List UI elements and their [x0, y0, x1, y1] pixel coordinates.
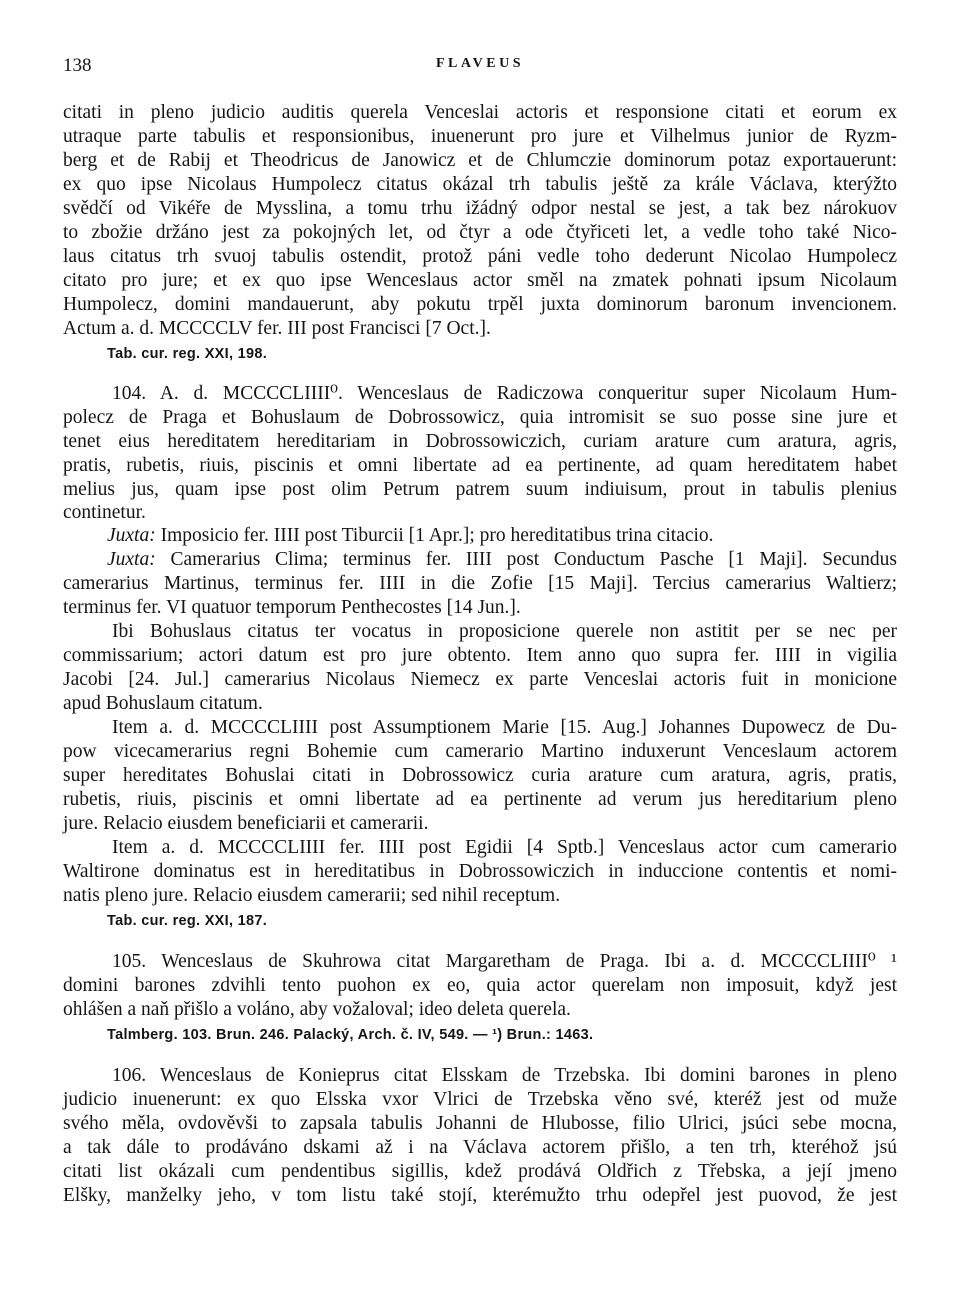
text-line: continetur.: [63, 502, 146, 523]
source-reference: Tab. cur. reg. XXI, 187.: [107, 913, 268, 929]
text-line: berg et de Rabij et Theodricus de Janowicz et de Chlumczie dominorum potaz exportauerunt:: [63, 150, 897, 171]
text-line: super hereditates Bohuslai citati in Dobrossowicz curia arature cum aratura, agris, pratis,: [63, 765, 897, 786]
juxta-text: Imposicio fer. IIII post Tiburcii [1 Apr.]; pro hereditatibus trina citacio.: [155, 525, 714, 546]
text-line: polecz de Praga et Bohuslaum de Dobrossowicz, quia intromisit se suo posse sine jure et: [63, 407, 897, 428]
text-line: tenet eius hereditatem hereditariam in Dobrossowiczich, curiam arature cum aratura, agris,: [63, 431, 897, 452]
page-number: 138: [63, 55, 92, 76]
text-line: melius jus, quam ipse post olim Petrum patrem suum indiuisum, prout in tabulis plenius: [63, 479, 897, 500]
text-line: domini barones zdvihli tento puohon ex eo, quia actor querelam non imposuit, když jest: [63, 975, 897, 996]
text-line: to zbožie držáno jest za pokojných let, od čtyr a ode čtyřiceti let, a vedle toho také Nico-: [63, 222, 897, 243]
text-line: pratis, rubetis, riuis, piscinis et omni libertate ad ea pertinente, ad quam hereditatem habet: [63, 455, 897, 476]
text-line: Actum a. d. MCCCCLV fer. III post Francisci [7 Oct.].: [63, 318, 491, 339]
text-line: pow vicecamerarius regni Bohemie cum camerario Martino induxerunt Venceslaum actorem: [63, 741, 897, 762]
text-line: utraque parte tabulis et responsionibus, inuenerunt pro jure et Vilhelmus junior de Ryzm-: [63, 126, 897, 147]
source-reference: Talmberg. 103. Brun. 246. Palacký, Arch. č. IV, 549. — ¹) Brun.: 1463.: [107, 1027, 594, 1043]
text-line: Item a. d. MCCCCLIIII post Assumptionem Marie [15. Aug.] Johannes Dupowecz de Du-: [112, 717, 897, 738]
text-line: Jacobi [24. Jul.] camerarius Nicolaus Niemecz ex parte Venceslai actoris fuit in monicione: [63, 669, 897, 690]
text-line: rubetis, riuis, piscinis et omni libertate ad ea pertinente ad verum jus hereditarium pleno: [63, 789, 897, 810]
juxta-line: [107, 524, 897, 548]
text-line: Humpolecz, domini mandauerunt, aby pokutu trpěl juxta dominorum baronum invencionem.: [63, 294, 897, 315]
text-line: citato pro jure; et ex quo ipse Wenceslaus actor směl na zmatek pohnati ipsum Nicolaum: [63, 270, 897, 291]
text-line: Elšky, manželky jeho, v tom listu také stojí, kterémužto trhu odepřel jest puovod, že jest: [63, 1185, 897, 1206]
text-line: Ibi Bohuslaus citatus ter vocatus in proposicione querele non astitit per se nec per: [112, 621, 897, 642]
text-line: laus citatus trh svuoj tabulis ostendit, protož páni vedle toho dederunt Nicolao Humpolecz: [63, 246, 897, 267]
text-line: svědčí od Vikéře de Mysslina, a tomu trhu ižádný odpor nestal se jest, a tak bez nárokuov: [63, 198, 897, 219]
text-line: 106. Wenceslaus de Konieprus citat Elsskam de Trzebska. Ibi domini barones in pleno: [112, 1065, 897, 1086]
text-line: ex quo ipse Nicolaus Humpolecz citatus okázal trh tabulis ještě za krále Václava, kterýžto: [63, 174, 897, 195]
text-line: commissarium; actori datum est pro jure obtento. Item anno quo supra fer. IIII in vigilia: [63, 645, 897, 666]
running-title: FLAVEUS: [435, 56, 525, 71]
source-reference: Tab. cur. reg. XXI, 198.: [107, 346, 268, 362]
text-line: jure. Relacio eiusdem beneficiarii et camerarii.: [63, 813, 429, 834]
juxta-line: [107, 548, 897, 572]
text-line: svého měla, ovdověvši to zapsala tabulis Johanni de Hlubosse, filio Ulrici, jsúci sebe mocna,: [63, 1113, 897, 1134]
text-line: 104. A. d. MCCCCLIIII⁰. Wenceslaus de Radiczowa conqueritur super Nicolaum Hum-: [112, 383, 897, 404]
text-line: 105. Wenceslaus de Skuhrowa citat Margaretham de Praga. Ibi a. d. MCCCCLIIII⁰ ¹: [112, 951, 897, 972]
juxta-label: Juxta:: [107, 549, 156, 570]
text-line: citati list okázali cum pendentibus sigillis, kdež prodává Oldřich z Třebska, a její jmeno: [63, 1161, 897, 1182]
text-line: natis pleno jure. Relacio eiusdem camerarii; sed nihil receptum.: [63, 885, 561, 906]
text-line: ohlášen a naň přišlo a voláno, aby vožaloval; ideo deleta querela.: [63, 999, 571, 1020]
juxta-text: Camerarius Clima; terminus fer. IIII post Conductum Pasche [1 Maji]. Secundus: [155, 549, 897, 570]
text-line: a tak dále to prodáváno dskami až i na Václava actorem přišlo, a ten trh, kteréhož jsú: [63, 1137, 897, 1158]
text-line: Item a. d. MCCCCLIIII fer. IIII post Egidii [4 Sptb.] Venceslaus actor cum camerario: [112, 837, 897, 858]
text-line: judicio inuenerunt: ex quo Elsska vxor Vlrici de Trzebska věno své, kteréž jest od muže: [63, 1089, 897, 1110]
text-line: citati in pleno judicio auditis querela Venceslai actoris et responsione citati et eorum ex: [63, 102, 897, 123]
juxta-label: Juxta:: [107, 525, 156, 546]
text-line: apud Bohuslaum citatum.: [63, 693, 263, 714]
text-line: Waltirone dominatus est in hereditatibus in Dobrossowiczich in induccione contentis et nomi-: [63, 861, 897, 882]
text-line: terminus fer. VI quatuor temporum Penthecostes [14 Jun.].: [63, 597, 521, 618]
text-line: camerarius Martinus, terminus fer. IIII in die Zofie [15 Maji]. Tercius camerarius Waltierz;: [63, 573, 897, 594]
